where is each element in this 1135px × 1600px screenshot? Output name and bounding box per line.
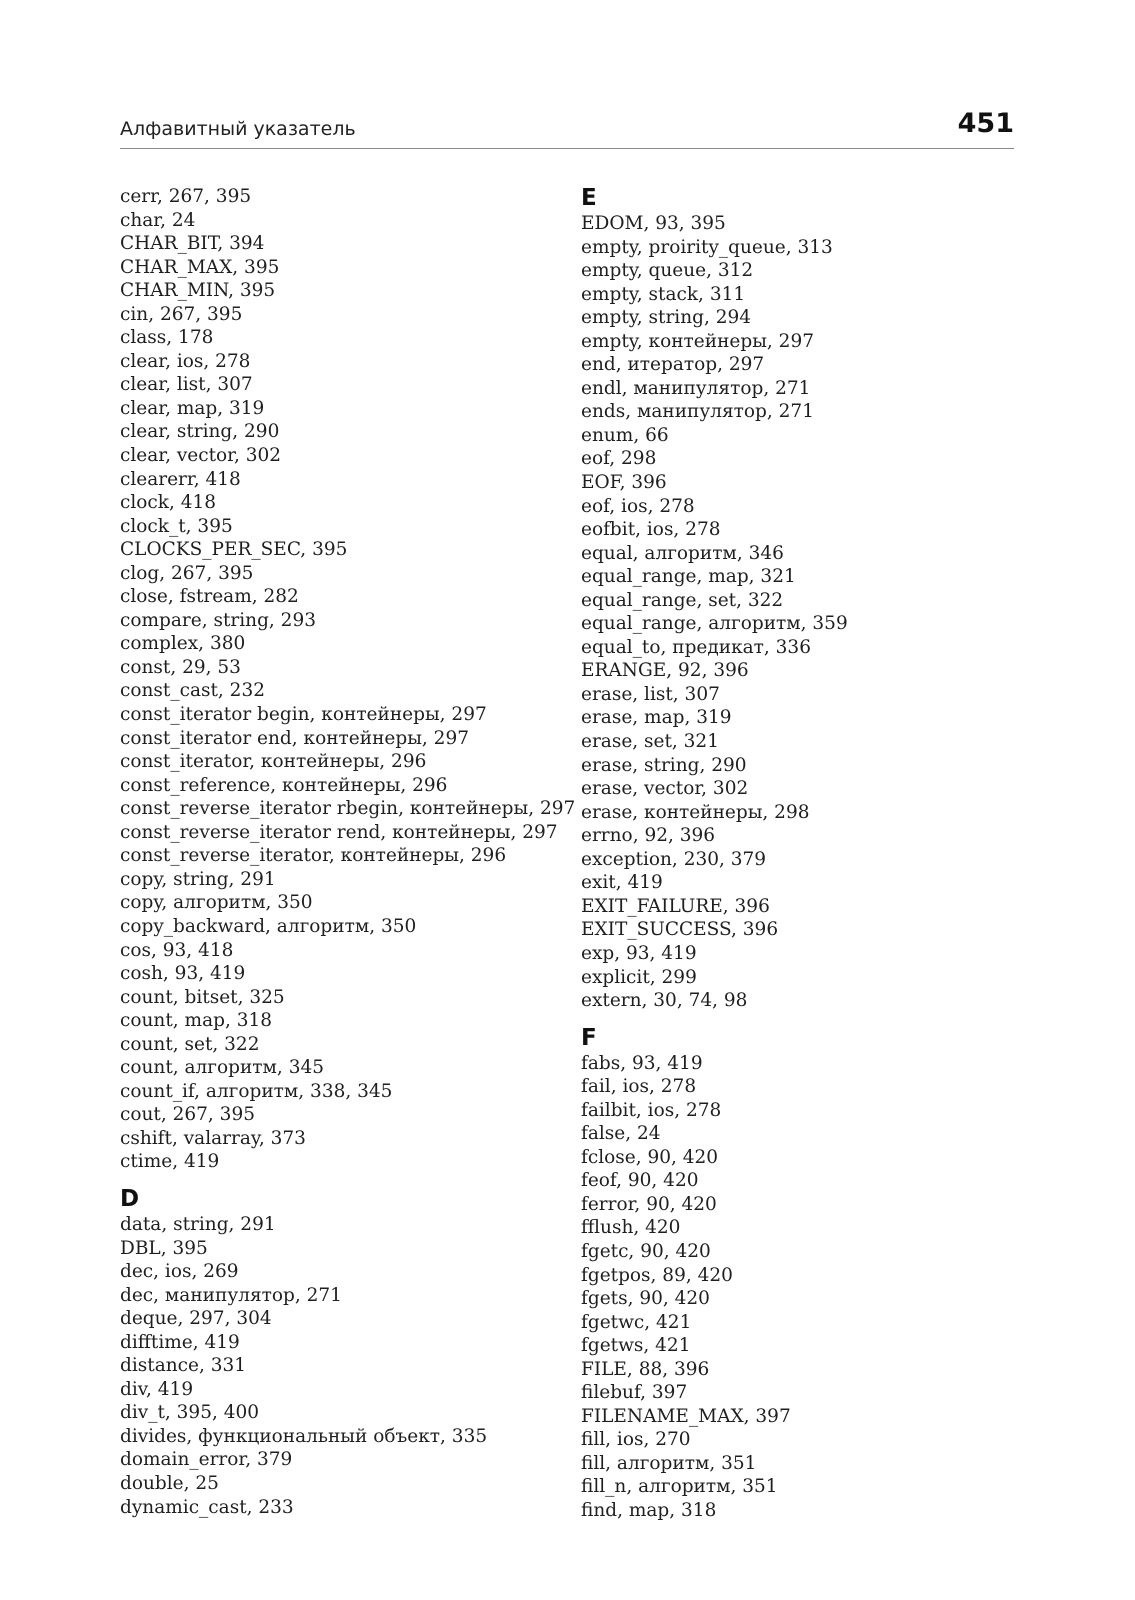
index-entry: empty, proirity_queue, 313 (581, 236, 833, 258)
index-entry: end, итератор, 297 (581, 354, 765, 376)
index-entry: count, алгоритм, 345 (120, 1057, 325, 1079)
index-entry: empty, string, 294 (581, 307, 752, 329)
index-entry: const_iterator begin, контейнеры, 297 (120, 704, 487, 726)
index-group-f (581, 1052, 1011, 1523)
index-entry: dynamic_cast, 233 (120, 1496, 294, 1518)
page-number: 451 (957, 108, 1014, 139)
index-entry: ctime, 419 (120, 1151, 220, 1173)
index-column-right (581, 185, 1011, 1523)
index-entry: errno, 92, 396 (581, 825, 716, 847)
index-entry: FILENAME_MAX, 397 (581, 1405, 791, 1427)
index-entry: fgetws, 421 (581, 1335, 691, 1357)
index-entry: empty, stack, 311 (581, 283, 746, 305)
index-entry: eof, ios, 278 (581, 495, 695, 517)
index-entry: div_t, 395, 400 (120, 1402, 260, 1424)
index-entry: ends, манипулятор, 271 (581, 401, 814, 423)
index-entry: char, 24 (120, 209, 196, 231)
index-entry: cin, 267, 395 (120, 303, 243, 325)
index-entry: count, bitset, 325 (120, 986, 285, 1008)
index-entry: clock, 418 (120, 492, 217, 514)
index-entry: eofbit, ios, 278 (581, 519, 721, 541)
index-entry: count, set, 322 (120, 1033, 260, 1055)
index-entry: fgetwc, 421 (581, 1311, 692, 1333)
index-entry: CHAR_MIN, 395 (120, 280, 276, 302)
index-letter-heading: D (120, 1185, 140, 1212)
index-entry: fgetc, 90, 420 (581, 1240, 711, 1262)
index-entry: feof, 90, 420 (581, 1170, 699, 1192)
index-entry: equal_range, алгоритм, 359 (581, 613, 848, 635)
index-entry: erase, контейнеры, 298 (581, 801, 810, 823)
index-entry: erase, list, 307 (581, 683, 720, 705)
index-entry: endl, манипулятор, 271 (581, 377, 811, 399)
index-entry: clearerr, 418 (120, 468, 241, 490)
index-entry: EOF, 396 (581, 472, 667, 494)
index-entry: FILE, 88, 396 (581, 1358, 710, 1380)
index-entry: div, 419 (120, 1378, 194, 1400)
index-entry: erase, map, 319 (581, 707, 732, 729)
index-entry: copy_backward, алгоритм, 350 (120, 915, 417, 937)
index-entry: count_if, алгоритм, 338, 345 (120, 1080, 393, 1102)
index-entry: explicit, 299 (581, 966, 697, 988)
running-title: Алфавитный указатель (120, 118, 356, 140)
index-entry: false, 24 (581, 1123, 661, 1145)
index-entry: const_reverse_iterator rend, контейнеры, 297 (120, 821, 558, 843)
index-entry: double, 25 (120, 1472, 219, 1494)
index-entry: erase, vector, 302 (581, 778, 749, 800)
index-entry: exp, 93, 419 (581, 942, 697, 964)
index-entry: EXIT_FAILURE, 396 (581, 895, 770, 917)
index-entry: cerr, 267, 395 (120, 186, 252, 207)
index-entry: fill, ios, 270 (581, 1429, 691, 1451)
index-entry: const_reverse_iterator rbegin, контейнеры, 297 (120, 798, 576, 820)
index-entry: const_reverse_iterator, контейнеры, 296 (120, 845, 507, 867)
index-group-e (581, 212, 1011, 1013)
index-entry: const_iterator, контейнеры, 296 (120, 751, 427, 773)
index-entry: exception, 230, 379 (581, 848, 767, 870)
index-entry: clear, vector, 302 (120, 445, 282, 467)
index-entry: exit, 419 (581, 872, 663, 894)
index-entry: dec, манипулятор, 271 (120, 1284, 342, 1306)
index-entry: fail, ios, 278 (581, 1076, 697, 1098)
index-entry: CHAR_MAX, 395 (120, 256, 280, 278)
index-entry: const, 29, 53 (120, 656, 241, 678)
index-entry: dec, ios, 269 (120, 1261, 239, 1283)
index-entry: cosh, 93, 419 (120, 963, 246, 985)
index-entry: deque, 297, 304 (120, 1308, 272, 1330)
index-entry: fgetpos, 89, 420 (581, 1264, 733, 1286)
index-entry: erase, string, 290 (581, 754, 747, 776)
index-group-d (120, 1213, 540, 1519)
index-entry: eof, 298 (581, 448, 657, 470)
index-entry: CLOCKS_PER_SEC, 395 (120, 539, 348, 561)
index-entry: empty, queue, 312 (581, 260, 754, 282)
index-entry: extern, 30, 74, 98 (581, 990, 748, 1012)
index-entry: fill, алгоритм, 351 (581, 1452, 757, 1474)
index-entry: EXIT_SUCCESS, 396 (581, 919, 779, 941)
index-entry: failbit, ios, 278 (581, 1099, 722, 1121)
index-entry: copy, string, 291 (120, 868, 276, 890)
index-entry: const_reference, контейнеры, 296 (120, 774, 448, 796)
index-entry: fabs, 93, 419 (581, 1052, 703, 1074)
index-entry: class, 178 (120, 327, 214, 349)
index-entry: difftime, 419 (120, 1331, 240, 1353)
index-entry: find, map, 318 (581, 1499, 717, 1521)
index-entry: copy, алгоритм, 350 (120, 892, 313, 914)
index-entry: clear, map, 319 (120, 397, 265, 419)
index-entry: erase, set, 321 (581, 731, 719, 753)
index-entry: cos, 93, 418 (120, 939, 234, 961)
index-entry: fill_n, алгоритм, 351 (581, 1476, 778, 1498)
index-entry: fclose, 90, 420 (581, 1146, 719, 1168)
index-entry: const_cast, 232 (120, 680, 265, 702)
index-entry: divides, функциональный объект, 335 (120, 1425, 488, 1447)
index-column-left (120, 185, 576, 1519)
index-entry: EDOM, 93, 395 (581, 213, 726, 234)
index-entry: clear, list, 307 (120, 374, 253, 396)
index-entry: fflush, 420 (581, 1217, 681, 1239)
index-letter-heading: F (581, 1024, 597, 1051)
index-entry: compare, string, 293 (120, 609, 316, 631)
index-entry: equal_range, set, 322 (581, 589, 784, 611)
index-entry: close, fstream, 282 (120, 586, 299, 608)
index-entry: clear, string, 290 (120, 421, 280, 443)
index-entry: const_iterator end, контейнеры, 297 (120, 727, 469, 749)
index-entry: ERANGE, 92, 396 (581, 660, 749, 682)
index-group-c (120, 185, 576, 1174)
index-entry: clear, ios, 278 (120, 350, 251, 372)
index-letter-heading: E (581, 185, 597, 211)
index-entry: distance, 331 (120, 1355, 247, 1377)
index-entry: domain_error, 379 (120, 1449, 293, 1471)
index-entry: fgets, 90, 420 (581, 1288, 710, 1310)
index-entry: empty, контейнеры, 297 (581, 330, 814, 352)
index-entry: cout, 267, 395 (120, 1104, 255, 1126)
index-entry: DBL, 395 (120, 1237, 208, 1259)
index-entry: equal_to, предикат, 336 (581, 636, 811, 658)
index-entry: equal_range, map, 321 (581, 566, 796, 588)
index-entry: ferror, 90, 420 (581, 1193, 717, 1215)
index-entry: complex, 380 (120, 633, 246, 655)
index-entry: filebuf, 397 (581, 1382, 688, 1404)
index-entry: clog, 267, 395 (120, 562, 254, 584)
running-header (120, 108, 1014, 149)
index-entry: CHAR_BIT, 394 (120, 233, 265, 255)
index-entry: data, string, 291 (120, 1213, 276, 1235)
index-entry: count, map, 318 (120, 1010, 273, 1032)
index-entry: cshift, valarray, 373 (120, 1127, 306, 1149)
index-entry: enum, 66 (581, 424, 669, 446)
index-entry: clock_t, 395 (120, 515, 233, 537)
index-entry: equal, алгоритм, 346 (581, 542, 784, 564)
